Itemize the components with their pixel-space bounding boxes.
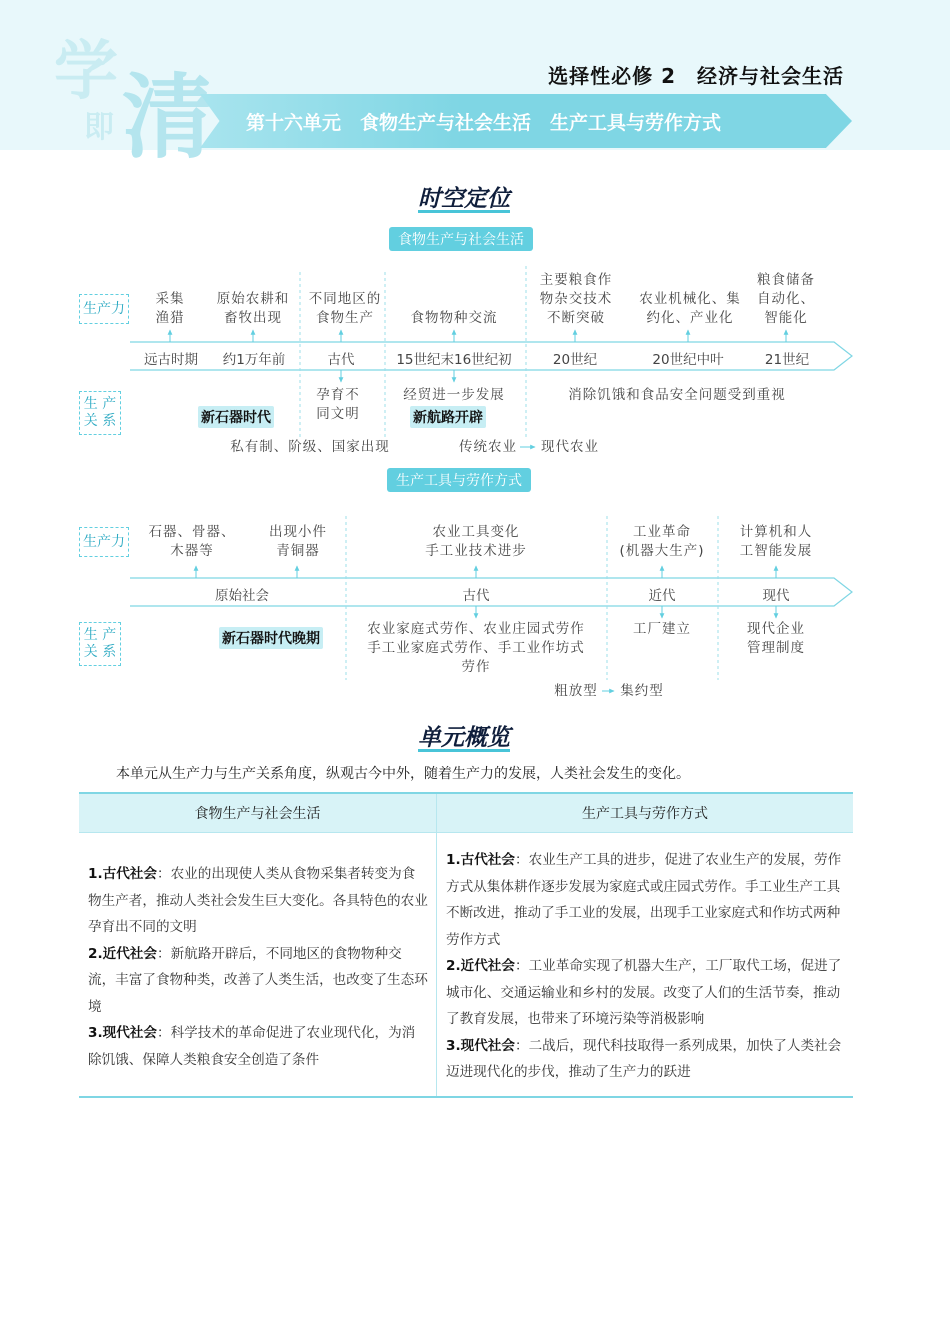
col-header-left: 食物生产与社会生活 <box>79 793 437 833</box>
force-item: 原始农耕和 畜牧出现 <box>216 291 290 326</box>
era-label: 远古时期 <box>144 352 198 368</box>
item-head: 1.古代社会 <box>446 852 515 868</box>
overview-item <box>88 941 428 1021</box>
footer-from: 传统农业 <box>459 439 517 455</box>
overview-item <box>446 1033 845 1086</box>
force-item: 石器、骨器、 木器等 <box>148 524 236 559</box>
book-title: 选择性必修 2 经济与社会生活 <box>548 64 844 88</box>
era-label: 原始社会 <box>215 588 269 604</box>
footer-to: 现代农业 <box>541 439 599 455</box>
side-label-relations: 生 产 关 系 <box>79 391 121 435</box>
item-head: 1.古代社会 <box>88 866 157 882</box>
era-label: 21世纪 <box>764 352 810 368</box>
footer-text: 私有制、阶级、国家出现 <box>230 439 390 455</box>
item-head: 3.现代社会 <box>446 1037 515 1054</box>
footer-from: 粗放型 <box>554 683 598 699</box>
force-item: 采集 渔猎 <box>155 291 185 326</box>
footer-to: 集约型 <box>620 683 664 699</box>
highlight-new-route: 新航路开辟 <box>410 406 486 428</box>
section-title-timeline: 时空定位 <box>418 186 510 212</box>
overview-item <box>446 953 845 1033</box>
col-header-right: 生产工具与劳作方式 <box>437 793 854 833</box>
unit-title: 第十六单元 食物生产与社会生活 生产工具与劳作方式 <box>246 112 722 134</box>
force-item: 主要粮食作 物杂交技术 不断突破 <box>539 272 613 326</box>
overview-item <box>88 861 428 941</box>
force-item: 不同地区的 食物生产 <box>308 291 382 326</box>
overview-intro: 本单元从生产力与生产关系角度，纵观古今中外，随着生产力的发展，人类社会发生的变化。 <box>116 766 690 782</box>
era-label: 约1万年前 <box>222 352 286 368</box>
force-item: 食物物种交流 <box>410 310 498 326</box>
relation-item: 孕育不 同文明 <box>316 387 360 422</box>
force-item: 计算机和人 工智能发展 <box>739 524 813 559</box>
section-title-overview: 单元概览 <box>418 725 510 751</box>
item-head: 2.近代社会 <box>88 945 157 962</box>
overview-item <box>88 1020 428 1073</box>
era-label: 15世纪末16世纪初 <box>396 352 512 368</box>
highlight-neolithic: 新石器时代 <box>198 406 274 428</box>
overview-right-cell <box>437 833 854 1097</box>
force-item: 粮食储备 自动化、 智能化 <box>757 272 815 326</box>
relation-item: 现代企业 管理制度 <box>747 621 805 656</box>
overview-item <box>446 847 845 953</box>
force-item: 农业机械化、集 约化、产业化 <box>639 291 741 326</box>
era-label: 古代 <box>462 588 490 604</box>
era-label: 20世纪中叶 <box>652 352 724 368</box>
side-label-forces: 生产力 <box>79 527 129 557</box>
item-text: ：农业生产工具的进步，促进了农业生产的发展，劳作方式从集体耕作逐步发展为家庭式或庄园式劳作。手工业生产工具不断改进，推动了手工业的发展，出现手工业家庭式和作坊式两种劳作方式 <box>446 852 842 948</box>
pill-food: 食物生产与社会生活 <box>389 227 533 251</box>
side-label-relations: 生 产 关 系 <box>79 622 121 666</box>
era-label: 20世纪 <box>552 352 598 368</box>
relation-item: 工厂建立 <box>633 621 691 637</box>
item-text: ：农业的出现使人类从食物采集者转变为食物生产者，推动人类社会发生巨大变化。各具特色的农业孕育出不同的文明 <box>88 866 428 935</box>
logo-char: 清 <box>122 63 215 171</box>
item-text: ：工业革命实现了机器大生产，工厂取代工场，促进了城市化、交通运输业和乡村的发展。改变了人们的生活节奏，推动了教育发展，也带来了环境污染等消极影响 <box>446 958 842 1027</box>
pill-tools: 生产工具与劳作方式 <box>387 468 531 492</box>
force-item: 出现小件 青铜器 <box>269 524 327 559</box>
relation-item: 经贸进一步发展 <box>403 387 505 403</box>
side-label-forces: 生产力 <box>79 294 129 324</box>
item-text: ：新航路开辟后，不同地区的食物物种交流，丰富了食物种类，改善了人类生活，也改变了生态环境 <box>88 945 428 1015</box>
overview-table <box>79 792 853 1098</box>
overview-left-cell <box>79 833 437 1097</box>
item-head: 3.现代社会 <box>88 1025 157 1041</box>
logo-char: 学 <box>54 34 118 109</box>
force-item: 农业工具变化 手工业技术进步 <box>425 524 527 559</box>
relation-item: 消除饥饿和食品安全问题受到重视 <box>568 387 786 403</box>
force-item: 工业革命 (机器大生产) <box>619 524 705 559</box>
era-label: 现代 <box>762 588 790 604</box>
item-head: 2.近代社会 <box>446 958 515 974</box>
item-text: ：科学技术的革命促进了农业现代化，为消除饥饿、保障人类粮食安全创造了条件 <box>88 1025 416 1068</box>
era-label: 近代 <box>648 588 676 604</box>
logo-char: 即 <box>84 110 114 145</box>
relation-item: 农业家庭式劳作、农业庄园式劳作 手工业家庭式劳作、手工业作坊式 劳作 <box>367 621 585 675</box>
era-label: 古代 <box>327 352 355 368</box>
highlight-late-neolithic: 新石器时代晚期 <box>219 627 323 649</box>
food-timeline-bar <box>130 342 852 370</box>
item-text: ：二战后，现代科技取得一系列成果，加快了人类社会迈进现代化的步伐，推动了生产力的跃进 <box>446 1037 842 1080</box>
